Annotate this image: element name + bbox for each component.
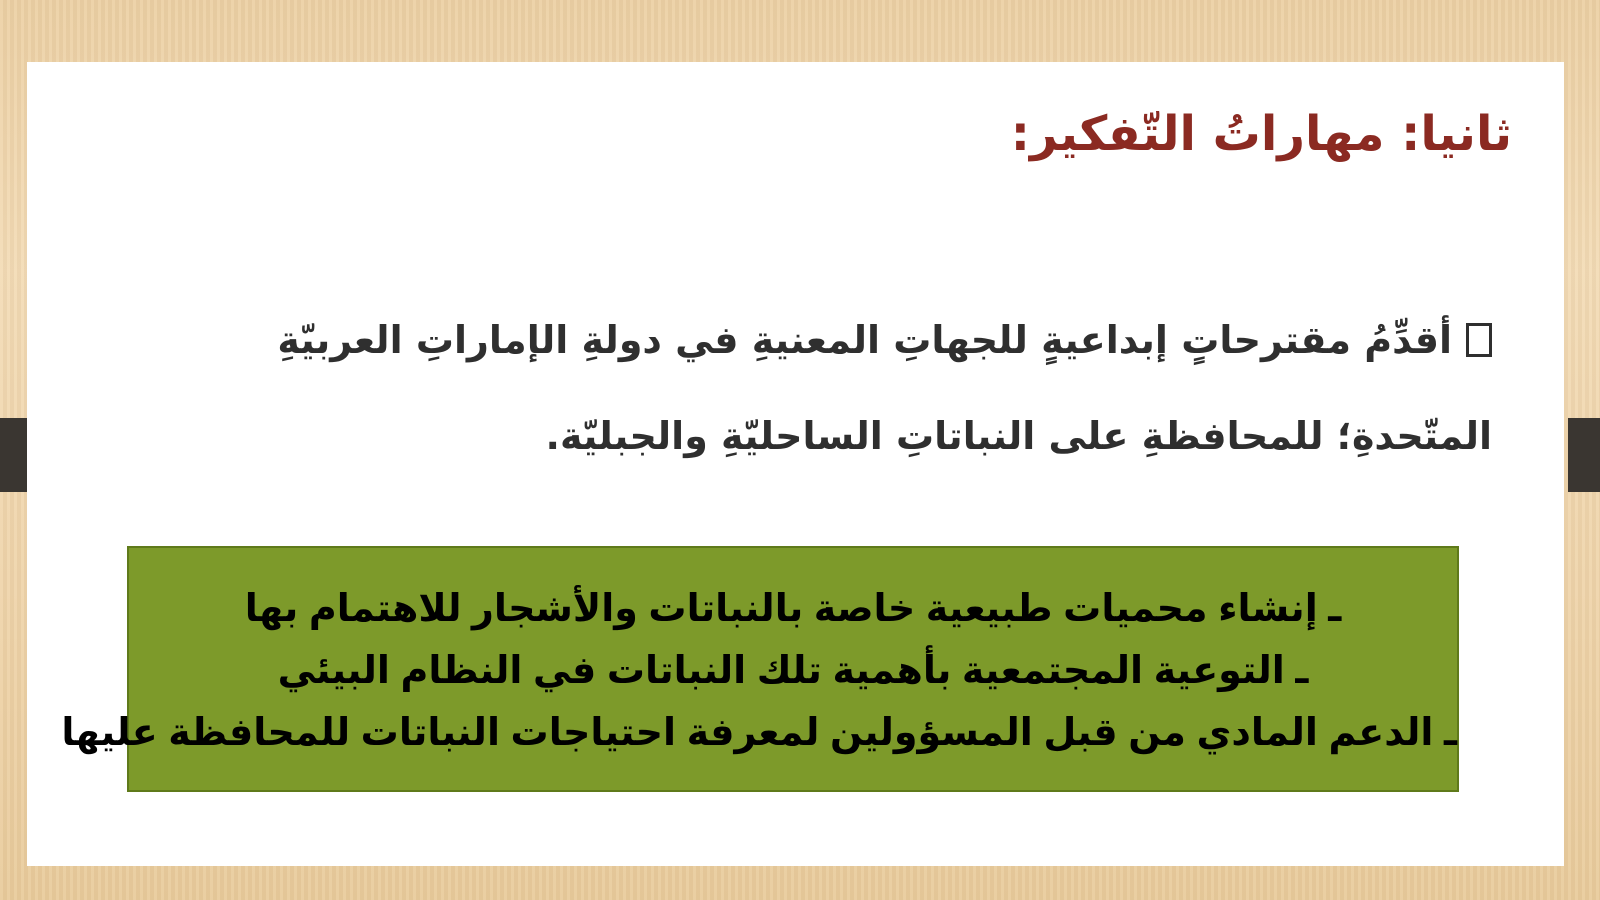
question-text: أقدِّمُ مقترحاتٍ إبداعيةٍ للجهاتِ المعنيةِ في دولةِ الإماراتِ العربيّةِ المتّحدةِ؛ للمحافظةِ على النباتاتِ الساحليّةِ والجبليّة. (277, 318, 1492, 458)
answer-line-2: ـ التوعية المجتمعية بأهمية تلك النباتات في النظام البيئي (277, 650, 1309, 692)
answer-box (61, 546, 1459, 792)
answer-line-1: ـ إنشاء محميات طبيعية خاصة بالنباتات والأشجار للاهتمام بها (244, 588, 1342, 630)
section-heading: ثانيا: مهاراتُ التّفكير: (1010, 106, 1512, 162)
question-block (132, 292, 1492, 484)
right-decor-band (1568, 418, 1600, 492)
left-decor-band (0, 418, 30, 492)
slide-card (27, 62, 1564, 866)
checkbox-icon (1466, 323, 1492, 357)
answer-line-3: ـ الدعم المادي من قبل المسؤولين لمعرفة احتياجات النباتات للمحافظة عليها (61, 712, 1457, 754)
